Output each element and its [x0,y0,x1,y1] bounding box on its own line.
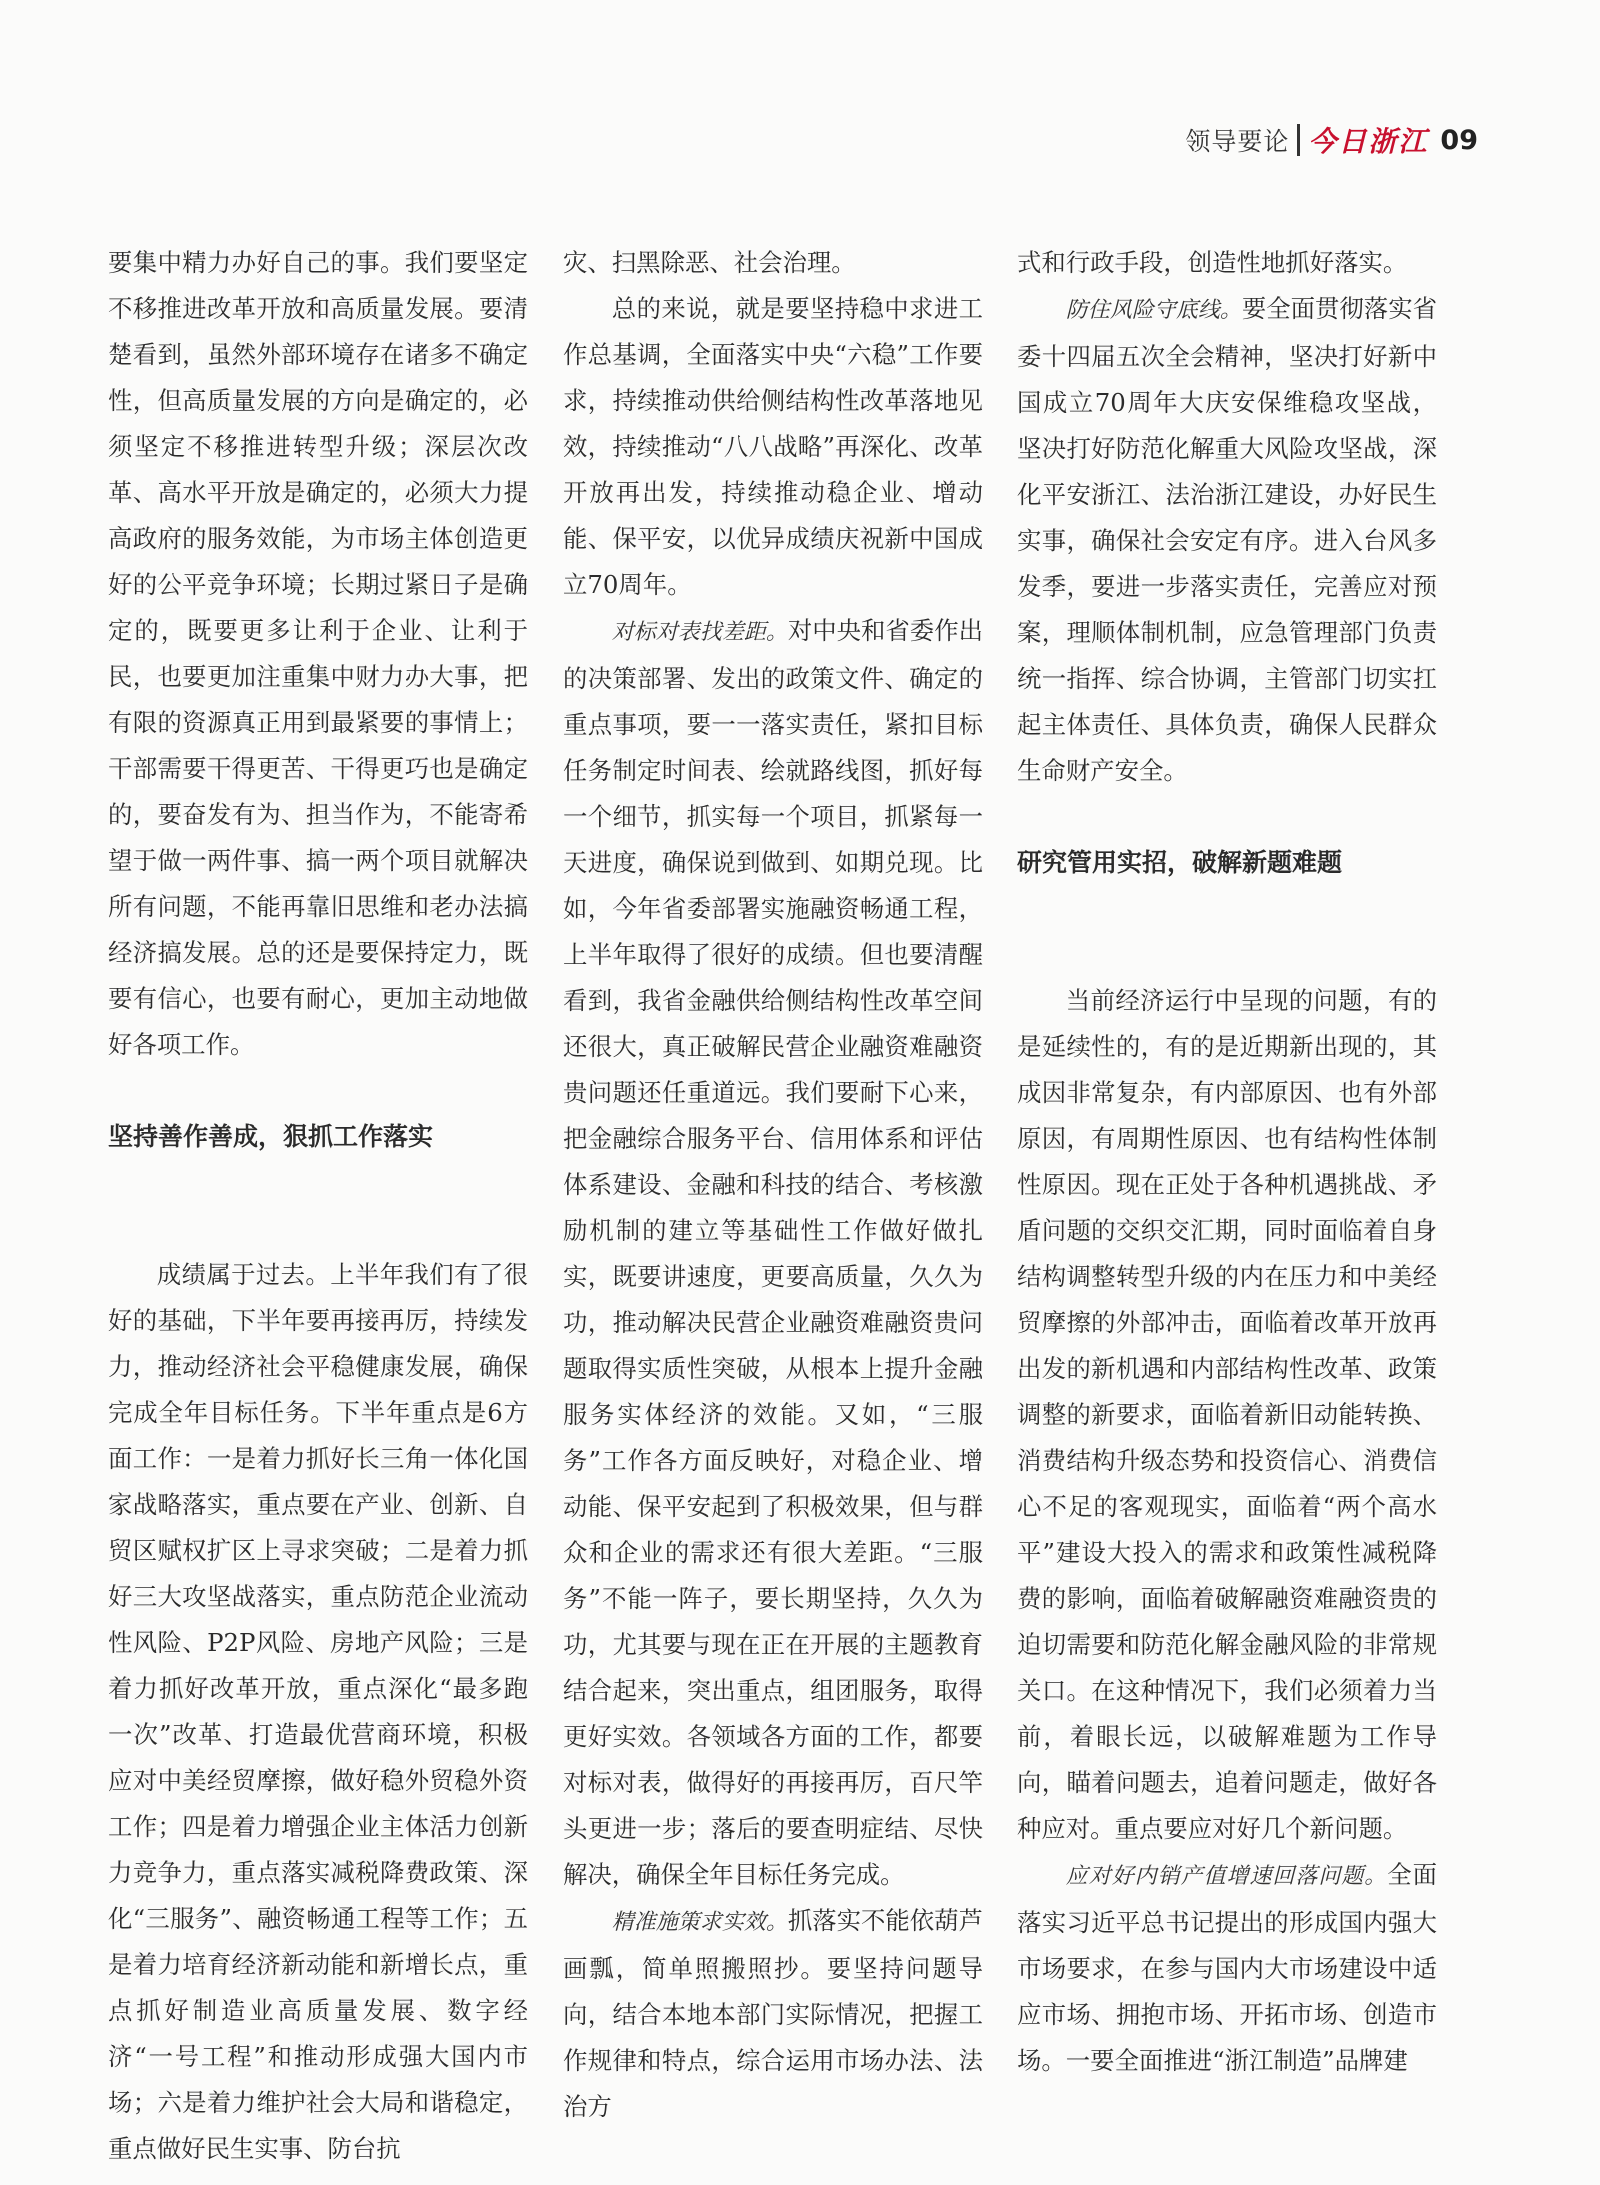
header-divider [1297,124,1300,156]
section-title: 领导要论 [1185,127,1290,156]
paragraph [1017,286,1437,794]
paragraph-lead: 精准施策求实效。 [611,1910,788,1935]
magazine-logo: 今日浙江 [1308,125,1429,158]
paragraph: 式和行政手段，创造性地抓好落实。 [1017,248,1408,277]
paragraph-lead: 应对好内销产值增速回落问题。 [1065,1864,1388,1889]
paragraph-lead: 对标对表找差距。 [611,620,788,645]
section-heading: 坚持善作善成，狠抓工作落实 [108,1122,434,1151]
paragraph: 成绩属于过去。上半年我们有了很好的基础，下半年要再接再厉，持续发力，推动经济社会平稳健康发展，确保完成全年目标任务。下半年重点是6方面工作：一是着力抓好长三角一体化国家战略落实，重点要在产业、创新、自贸区赋权扩区上寻求突破；二是着力抓好三大攻坚战落实，重点防范企业流动性风险、P2P风险、房地产风险；三是着力抓好改革开放，重点深化“最多跑一次”改革、打造最优营商环境，积极应对中美经贸摩擦，做好稳外贸稳外资工作；四是着力增强企业主体活力创新力竞争力，重点落实减税降费政策、深化“三服务”、融资畅通工程等工作；五是着力培育经济新动能和新增长点，重点抓好制造业高质量发展、数字经济“一号工程”和推动形成强大国内市场；六是着力维护社会大局和谐稳定，重点做好民生实事、防台抗 [108,1260,528,2163]
column-2 [563,240,983,2130]
paragraph-body: 要全面贯彻落实省委十四届五次全会精神，坚决打好新中国成立70周年大庆安保维稳攻坚战，坚决打好防范化解重大风险攻坚战，深化平安浙江、法治浙江建设，办好民生实事，确保社会安定有序。进入台风多发季，要进一步落实责任，完善应对预案，理顺体制机制，应急管理部门负责统一指挥、综合协调，主管部门切实扛起主体责任、具体负责，确保人民群众生命财产安全。 [1017,294,1437,785]
column-3 [1017,240,1437,2084]
page-header [1185,120,1478,160]
paragraph [1017,1852,1437,2084]
paragraph-body: 全面落实习近平总书记提出的形成国内强大市场要求，在参与国内大市场建设中适应市场、拥抱市场、开拓市场、创造市场。一要全面推进“浙江制造”品牌建 [1017,1860,1437,2075]
paragraph: 总的来说，就是要坚持稳中求进工作总基调，全面落实中央“六稳”工作要求，持续推动供给侧结构性改革落地见效，持续推动“八八战略”再深化、改革开放再出发，持续推动稳企业、增动能、保平安，以优异成绩庆祝新中国成立70周年。 [563,294,983,599]
paragraph: 要集中精力办好自己的事。我们要坚定不移推进改革开放和高质量发展。要清楚看到，虽然外部环境存在诸多不确定性，但高质量发展的方向是确定的，必须坚定不移推进转型升级；深层次改革、高水平开放是确定的，必须大力提高政府的服务效能，为市场主体创造更好的公平竞争环境；长期过紧日子是确定的，既要更多让利于企业、让利于民，也要更加注重集中财力办大事，把有限的资源真正用到最紧要的事情上；干部需要干得更苦、干得更巧也是确定的，要奋发有为、担当作为，不能寄希望于做一两件事、搞一两个项目就解决所有问题，不能再靠旧思维和老办法搞经济搞发展。总的还是要保持定力，既要有信心，也要有耐心，更加主动地做好各项工作。 [108,248,528,1059]
paragraph-body: 抓落实不能依葫芦画瓢，简单照搬照抄。要坚持问题导向，结合本地本部门实际情况，把握工作规律和特点，综合运用市场办法、法治方 [563,1906,983,2121]
paragraph-lead: 防住风险守底线。 [1065,298,1242,323]
paragraph: 当前经济运行中呈现的问题，有的是延续性的，有的是近期新出现的，其成因非常复杂，有内部原因、也有外部原因，有周期性原因、也有结构性体制性原因。现在正处于各种机遇挑战、矛盾问题的交织交汇期，同时面临着自身结构调整转型升级的内在压力和中美经贸摩擦的外部冲击，面临着改革开放再出发的新机遇和内部结构性改革、政策调整的新要求，面临着新旧动能转换、消费结构升级态势和投资信心、消费信心不足的客观现实，面临着“两个高水平”建设大投入的需求和政策性减税降费的影响，面临着破解融资难融资贵的迫切需要和防范化解金融风险的非常规关口。在这种情况下，我们必须着力当前，着眼长远，以破解难题为工作导向，瞄着问题去，追着问题走，做好各种应对。重点要应对好几个新问题。 [1017,986,1437,1843]
section-heading: 研究管用实招，破解新题难题 [1017,848,1343,877]
column-1 [108,240,528,2172]
paragraph: 灾、扫黑除恶、社会治理。 [563,248,856,277]
paragraph [563,1898,983,2130]
paragraph-body: 对中央和省委作出的决策部署、发出的政策文件、确定的重点事项，要一一落实责任，紧扣目标任务制定时间表、绘就路线图，抓好每一个细节，抓实每一个项目，抓紧每一天进度，确保说到做到、如期兑现。比如，今年省委部署实施融资畅通工程，上半年取得了很好的成绩。但也要清醒看到，我省金融供给侧结构性改革空间还很大，真正破解民营企业融资难融资贵问题还任重道远。我们要耐下心来，把金融综合服务平台、信用体系和评估体系建设、金融和科技的结合、考核激励机制的建立等基础性工作做好做扎实，既要讲速度，更要高质量，久久为功，推动解决民营企业融资难融资贵问题取得实质性突破，从根本上提升金融服务实体经济的效能。又如，“三服务”工作各方面反映好，对稳企业、增动能、保平安起到了积极效果，但与群众和企业的需求还有很大差距。“三服务”不能一阵子，要长期坚持，久久为功，尤其要与现在正在开展的主题教育结合起来，突出重点，组团服务，取得更好实效。各领域各方面的工作，都要对标对表，做得好的再接再厉，百尺竿头更进一步；落后的要查明症结、尽快解决，确保全年目标任务完成。 [563,616,983,1889]
page-number: 09 [1440,124,1478,156]
paragraph [563,608,983,1898]
